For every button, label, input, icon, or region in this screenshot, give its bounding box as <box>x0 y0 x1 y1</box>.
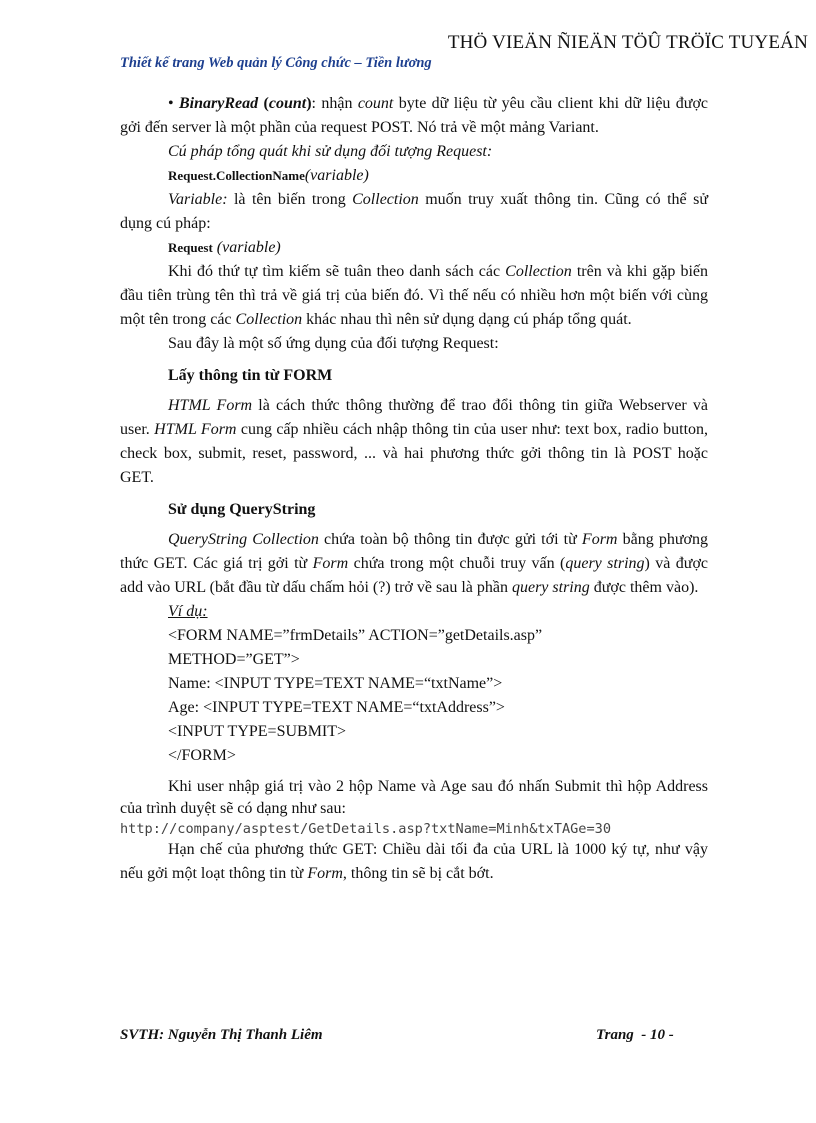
example-line: </FORM> <box>168 747 236 764</box>
running-title: Thiết kế trang Web quản lý Công chức – Tiền lương <box>120 55 432 71</box>
example-line: Age: <INPUT TYPE=TEXT NAME=“txtAddress”> <box>168 699 505 716</box>
form-section-paragraph: HTML Form là cách thức thông thường để trao đổi thông tin giữa Webserver và user. HTML Form cung cấp nhiều cách nhập thông tin của user như: text box, radio button, check box, submit, reset, password, ... và hai phương thức gởi thông tin là POST hoặc GET. <box>120 397 709 486</box>
example-line: Name: <INPUT TYPE=TEXT NAME=“txtName”> <box>168 675 503 692</box>
example-label: Ví dụ: <box>168 603 208 620</box>
example-line: <FORM NAME=”frmDetails” ACTION=”getDetails.asp” <box>168 627 543 644</box>
applications-intro: Sau đây là một số ứng dụng của đối tượng Request: <box>168 335 499 352</box>
example-line: METHOD=”GET”> <box>168 651 300 668</box>
syntax-intro: Cú pháp tổng quát khi sử dụng đối tượng Request: <box>168 143 493 160</box>
after-example-paragraph: Khi user nhập giá trị vào 2 hộp Name và Age sau đó nhấn Submit thì hộp Address của trình duyệt sẽ có dạng như sau: <box>120 778 708 817</box>
page-body <box>120 92 708 886</box>
footer-author: SVTH: Nguyễn Thị Thanh Liêm <box>120 1027 323 1043</box>
watermark-header: THÖ VIEÄN ÑIEÄN TÖÛ TRÖÏC TUYEÁN <box>447 32 808 53</box>
example-line: <INPUT TYPE=SUBMIT> <box>168 723 347 740</box>
search-order-paragraph: Khi đó thứ tự tìm kiếm sẽ tuân theo danh sách các Collection trên và khi gặp biến đầu tiên trùng tên thì trả về giá trị của biến đó. Vì thế nếu có nhiều hơn một biến với cùng một tên trong các Collection khác nhau thì nên sử dụng dạng cú pháp tổng quát. <box>120 263 708 328</box>
syntax-short: Request (variable) <box>168 239 281 256</box>
example-code-block <box>120 624 708 768</box>
variable-paragraph: Variable: là tên biến trong Collection muốn truy xuất thông tin. Cũng có thể sử dụng cú pháp: <box>120 191 708 232</box>
url-example: http://company/asptest/GetDetails.asp?txtName=Minh&txTAGe=30 <box>120 821 612 837</box>
footer-page-number: Trang - 10 - <box>596 1027 674 1043</box>
binaryread-arg: count <box>268 95 307 112</box>
querystring-section-heading: Sử dụng QueryString <box>168 501 316 518</box>
binaryread-term: BinaryRead <box>179 95 259 112</box>
bullet: • <box>168 95 174 112</box>
form-section-heading: Lấy thông tin từ FORM <box>168 367 333 384</box>
querystring-paragraph: QueryString Collection chứa toàn bộ thông tin được gửi tới từ Form bằng phương thức GET. Các giá trị gởi từ Form chứa trong một chuỗi truy vấn (query string) và được add vào URL (bắt đầu từ dấu chấm hỏi (?) trở về sau là phần query string được thêm vào). <box>120 531 709 596</box>
binaryread-paragraph: • BinaryRead (count): nhận count byte dữ liệu từ yêu cầu client khi dữ liệu được gởi đến server là một phần của request POST. Nó trả về một mảng Variant. <box>120 95 709 136</box>
get-limit-paragraph: Hạn chế của phương thức GET: Chiều dài tối đa của URL là 1000 ký tự, như vậy nếu gởi một loạt thông tin từ Form, thông tin sẽ bị cắt bớt. <box>120 841 708 882</box>
syntax-general: Request.CollectionName(variable) <box>168 167 369 184</box>
